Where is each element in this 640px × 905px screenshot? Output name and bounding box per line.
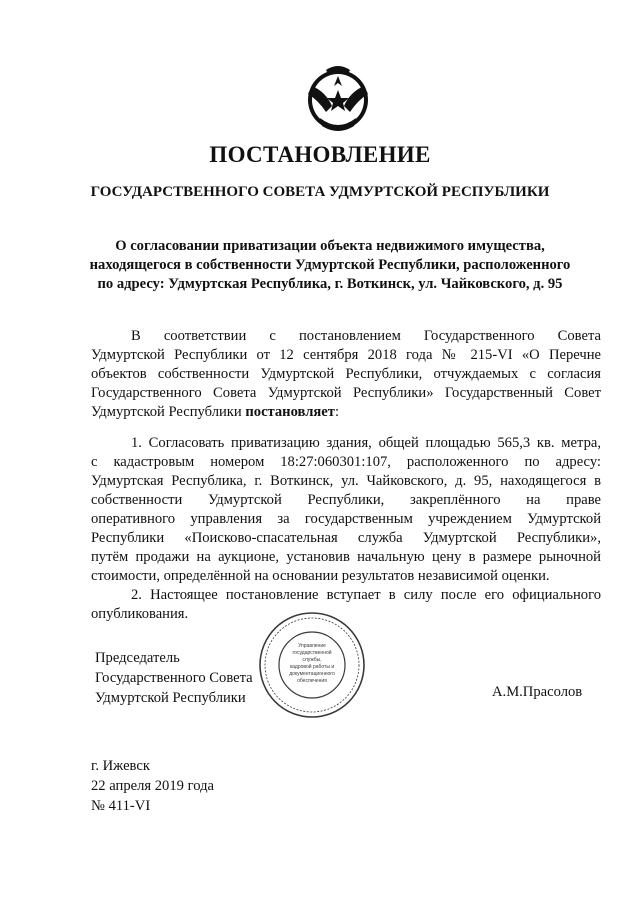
- signature-position: Государственного Совета: [95, 670, 253, 686]
- document-footer: [91, 756, 214, 816]
- heading-line: по адресу: Удмуртская Республика, г. Воткинск, ул. Чайковского, д. 95: [97, 276, 563, 292]
- document-title: ПОСТАНОВЛЕНИЕ: [209, 142, 431, 167]
- item-1-line: Удмуртская Республика, г. Воткинск, ул. Чайковского, д. 95, находящегося в: [91, 473, 601, 489]
- item-2-line: опубликования.: [91, 606, 189, 622]
- item-1-line: собственности Удмуртской Республики, закреплённого на праве: [91, 492, 601, 508]
- item-1-line: путём продажи на аукционе, установив начальную цену в размере рыночной: [91, 549, 601, 565]
- item-1-line: оперативного управления за государственным учреждением Удмуртской: [91, 511, 601, 527]
- preamble-colon: :: [334, 404, 340, 420]
- stamp-text: службы,: [302, 657, 322, 663]
- item-1-line: Республики «Поисково-спасательная служба Удмуртской Республики»,: [91, 530, 601, 546]
- signature-position: Председатель: [95, 650, 180, 666]
- stamp-text: государственной: [292, 650, 332, 656]
- preamble-line: Удмуртской Республики от 12 сентября 2018 года № 215-VI «О Перечне: [91, 347, 601, 363]
- resolve-word: постановляет: [245, 404, 335, 420]
- heading-line: находящегося в собственности Удмуртской Республики, расположенного: [89, 257, 571, 273]
- preamble-text: Удмуртской Республики: [91, 404, 246, 420]
- item-2-line: 2. Настоящее постановление вступает в силу после его официального: [131, 587, 601, 603]
- stamp-text: Управление: [298, 643, 326, 649]
- footer-city: г. Ижевск: [91, 758, 150, 774]
- item-1-line: стоимости, определённой на основании результатов независимой оценки.: [91, 568, 550, 584]
- footer-number: № 411-VI: [91, 798, 151, 814]
- item-1-line: с кадастровым номером 18:27:060301:107, расположенного по адресу:: [91, 454, 601, 470]
- footer-date: 22 апреля 2019 года: [91, 778, 214, 794]
- stamp-text: обеспечения: [297, 678, 327, 684]
- preamble-paragraph: [91, 327, 601, 422]
- document-subtitle: ГОСУДАРСТВЕННОГО СОВЕТА УДМУРТСКОЙ РЕСПУБЛИКИ: [90, 184, 550, 200]
- preamble-line: В соответствии с постановлением Государственного Совета: [131, 328, 601, 344]
- signer-name: А.М.Прасолов: [492, 684, 583, 700]
- item-1-paragraph: [91, 434, 601, 586]
- document-body: [91, 327, 601, 624]
- signature-position: Удмуртской Республики: [95, 690, 246, 706]
- official-seal-icon: [257, 610, 367, 720]
- preamble-line: [91, 403, 601, 422]
- stamp-text: кадровой работы и: [289, 664, 335, 670]
- udmurtia-coat-of-arms-icon: [296, 56, 380, 140]
- document-heading: [80, 237, 580, 294]
- item-1-line: 1. Согласовать приватизацию здания, общей площадью 565,3 кв. метра,: [131, 435, 601, 451]
- signature-block: [95, 648, 253, 708]
- preamble-line: Государственного Совета Удмуртской Республики» Государственный Совет: [91, 385, 601, 401]
- heading-line: О согласовании приватизации объекта недвижимого имущества,: [115, 238, 545, 254]
- preamble-line: объектов собственности Удмуртской Республики, отчуждаемых с согласия: [91, 366, 601, 382]
- stamp-text: документационного: [289, 671, 335, 677]
